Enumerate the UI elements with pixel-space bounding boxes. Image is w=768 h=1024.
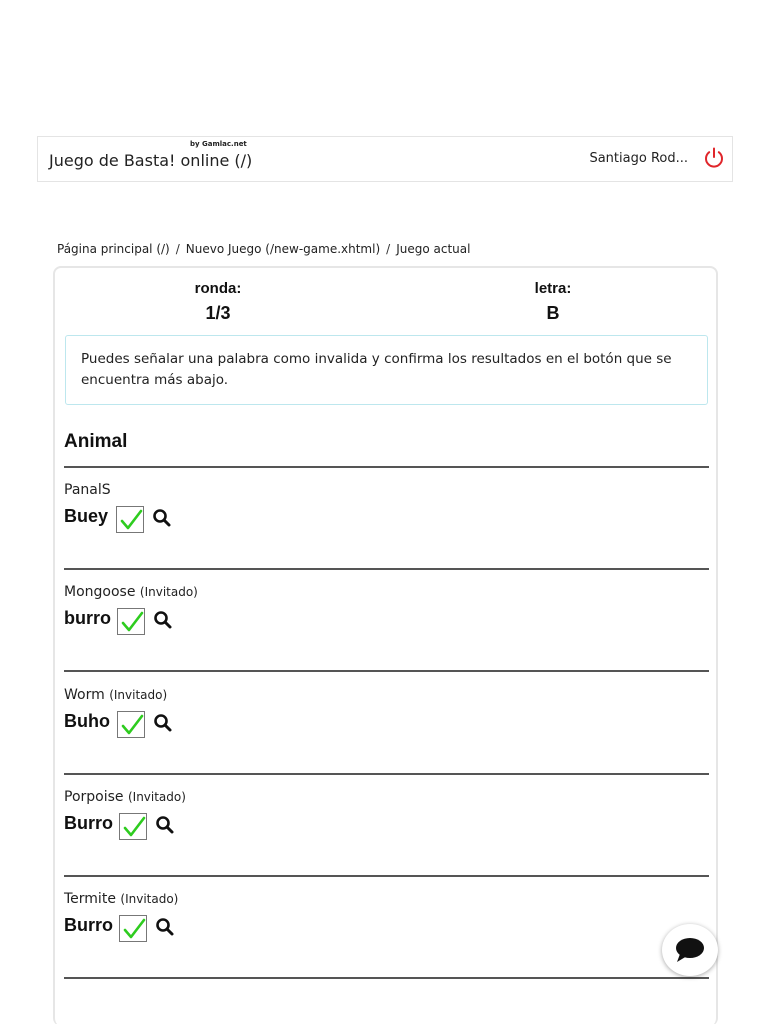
chat-button[interactable]: [662, 924, 718, 976]
round-label: ronda:: [194, 280, 242, 297]
search-icon[interactable]: [155, 917, 175, 937]
search-icon[interactable]: [155, 815, 175, 835]
chat-bubble-icon: [675, 936, 705, 964]
brand-by-label: by Gamlac.net: [190, 140, 247, 148]
answer-word: Buey: [64, 506, 109, 526]
answer-row: [64, 570, 709, 672]
answer-row: [64, 775, 709, 877]
player-name: [64, 482, 111, 498]
category-title: Animal: [64, 431, 128, 452]
round-value: 1/3: [205, 303, 231, 323]
letter-label: letra:: [534, 280, 572, 297]
answer-row: [64, 673, 709, 775]
answer-word: Burro: [64, 915, 113, 935]
search-icon[interactable]: [152, 508, 172, 528]
checkmark-icon: [118, 508, 144, 533]
row-divider: [64, 977, 709, 979]
breadcrumb-new-game[interactable]: Nuevo Juego (/new-game.xhtml): [185, 242, 381, 256]
guest-tag: (Invitado): [139, 585, 198, 599]
player-label: Termite: [64, 891, 116, 907]
answer-row: [64, 468, 709, 570]
player-label: PanalS: [64, 482, 111, 498]
valid-checkbox[interactable]: [117, 711, 145, 738]
guest-tag: (Invitado): [127, 790, 186, 804]
checkmark-icon: [119, 610, 145, 635]
valid-checkbox[interactable]: [116, 506, 144, 533]
row-divider: [64, 670, 709, 672]
player-label: Porpoise: [64, 789, 124, 805]
checkmark-icon: [121, 917, 147, 942]
valid-checkbox[interactable]: [117, 608, 145, 635]
info-alert: Puedes señalar una palabra como invalida y confirma los resultados en el botón que se encuentra más abajo.: [65, 335, 708, 405]
letter-value: B: [546, 303, 560, 323]
player-label: Mongoose: [64, 584, 136, 600]
checkmark-icon: [119, 713, 145, 738]
top-navbar: [37, 136, 733, 182]
guest-tag: (Invitado): [109, 688, 168, 702]
search-icon[interactable]: [153, 610, 173, 630]
round-stat: [158, 280, 278, 324]
search-icon[interactable]: [153, 713, 173, 733]
valid-checkbox[interactable]: [119, 813, 147, 840]
power-icon[interactable]: [702, 146, 726, 170]
player-label: Worm: [64, 687, 105, 703]
breadcrumb: [57, 242, 470, 256]
answer-word: Burro: [64, 813, 113, 833]
player-name: [64, 584, 198, 600]
player-name: [64, 789, 186, 805]
breadcrumb-home[interactable]: Página principal (/): [57, 242, 170, 256]
answer-row: [64, 877, 709, 979]
player-name: [64, 891, 178, 907]
game-card: [53, 266, 718, 1024]
breadcrumb-separator: /: [175, 242, 180, 256]
player-name: [64, 687, 167, 703]
answer-word: Buho: [64, 711, 110, 731]
answer-word: burro: [64, 608, 111, 628]
brand-link[interactable]: Juego de Basta! online (/): [49, 151, 253, 170]
breadcrumb-separator: /: [386, 242, 391, 256]
user-name[interactable]: Santiago Rod...: [589, 151, 688, 166]
letter-stat: [493, 280, 613, 324]
valid-checkbox[interactable]: [119, 915, 147, 942]
breadcrumb-current: Juego actual: [396, 242, 471, 256]
guest-tag: (Invitado): [120, 892, 179, 906]
checkmark-icon: [121, 815, 147, 840]
